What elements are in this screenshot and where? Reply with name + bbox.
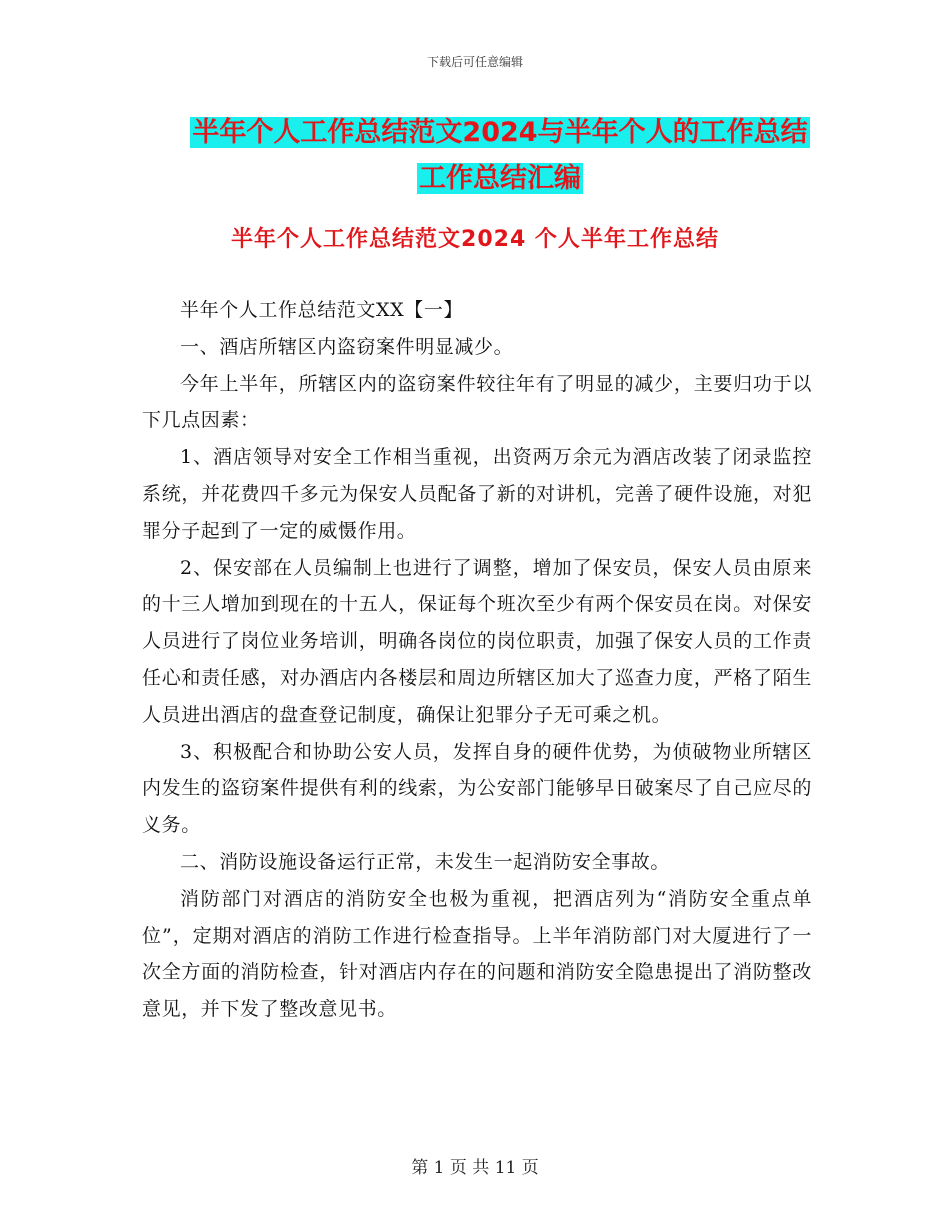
document-body: [142, 292, 812, 1028]
paragraph: 1、酒店领导对安全工作相当重视，出资两万余元为酒店改装了闭录监控系统，并花费四千多元为保安人员配备了新的对讲机，完善了硬件设施，对犯罪分子起到了一定的威慑作用。: [142, 446, 812, 542]
paragraph: 2、保安部在人员编制上也进行了调整，增加了保安员，保安人员由原来的十三人增加到现在的十五人，保证每个班次至少有两个保安员在岗。对保安人员进行了岗位业务培训，明确各岗位的岗位职责，加强了保安人员的工作责任心和责任感，对办酒店内各楼层和周边所辖区加大了巡查力度，严格了陌生人员进出酒店的盘查登记制度，确保让犯罪分子无可乘之机。: [142, 556, 812, 726]
paragraph: 今年上半年，所辖区内的盗窃案件较往年有了明显的减少，主要归功于以下几点因素：: [142, 372, 812, 432]
paragraph: 消防部门对酒店的消防安全也极为重视，把酒店列为“消防安全重点单位”，定期对酒店的消防工作进行检查指导。上半年消防部门对大厦进行了一次全方面的消防检查，针对酒店内存在的问题和消防安全隐患提出了消防整改意见，并下发了整改意见书。: [142, 887, 812, 1021]
document-main-title: [180, 110, 820, 202]
header-note: 下载后可任意编辑: [426, 55, 523, 69]
document-subtitle: 半年个人工作总结范文2024 个人半年工作总结: [231, 227, 719, 252]
main-title-text: 半年个人工作总结范文2024与半年个人的工作总结工作总结汇编: [192, 117, 808, 194]
page-footer: 第 1 页 共 11 页: [411, 1158, 539, 1178]
paragraph: 3、积极配合和协助公安人员，发挥自身的硬件优势，为侦破物业所辖区内发生的盗窃案件提供有利的线索，为公安部门能够早日破案尽了自己应尽的义务。: [142, 740, 812, 837]
paragraph-section-two: 二、消防设施设备运行正常，未发生一起消防安全事故。: [180, 850, 671, 873]
paragraph-section-one: 一、酒店所辖区内盗窃案件明显减少。: [180, 335, 514, 358]
paragraph-heading: 半年个人工作总结范文XX【一】: [180, 299, 464, 321]
